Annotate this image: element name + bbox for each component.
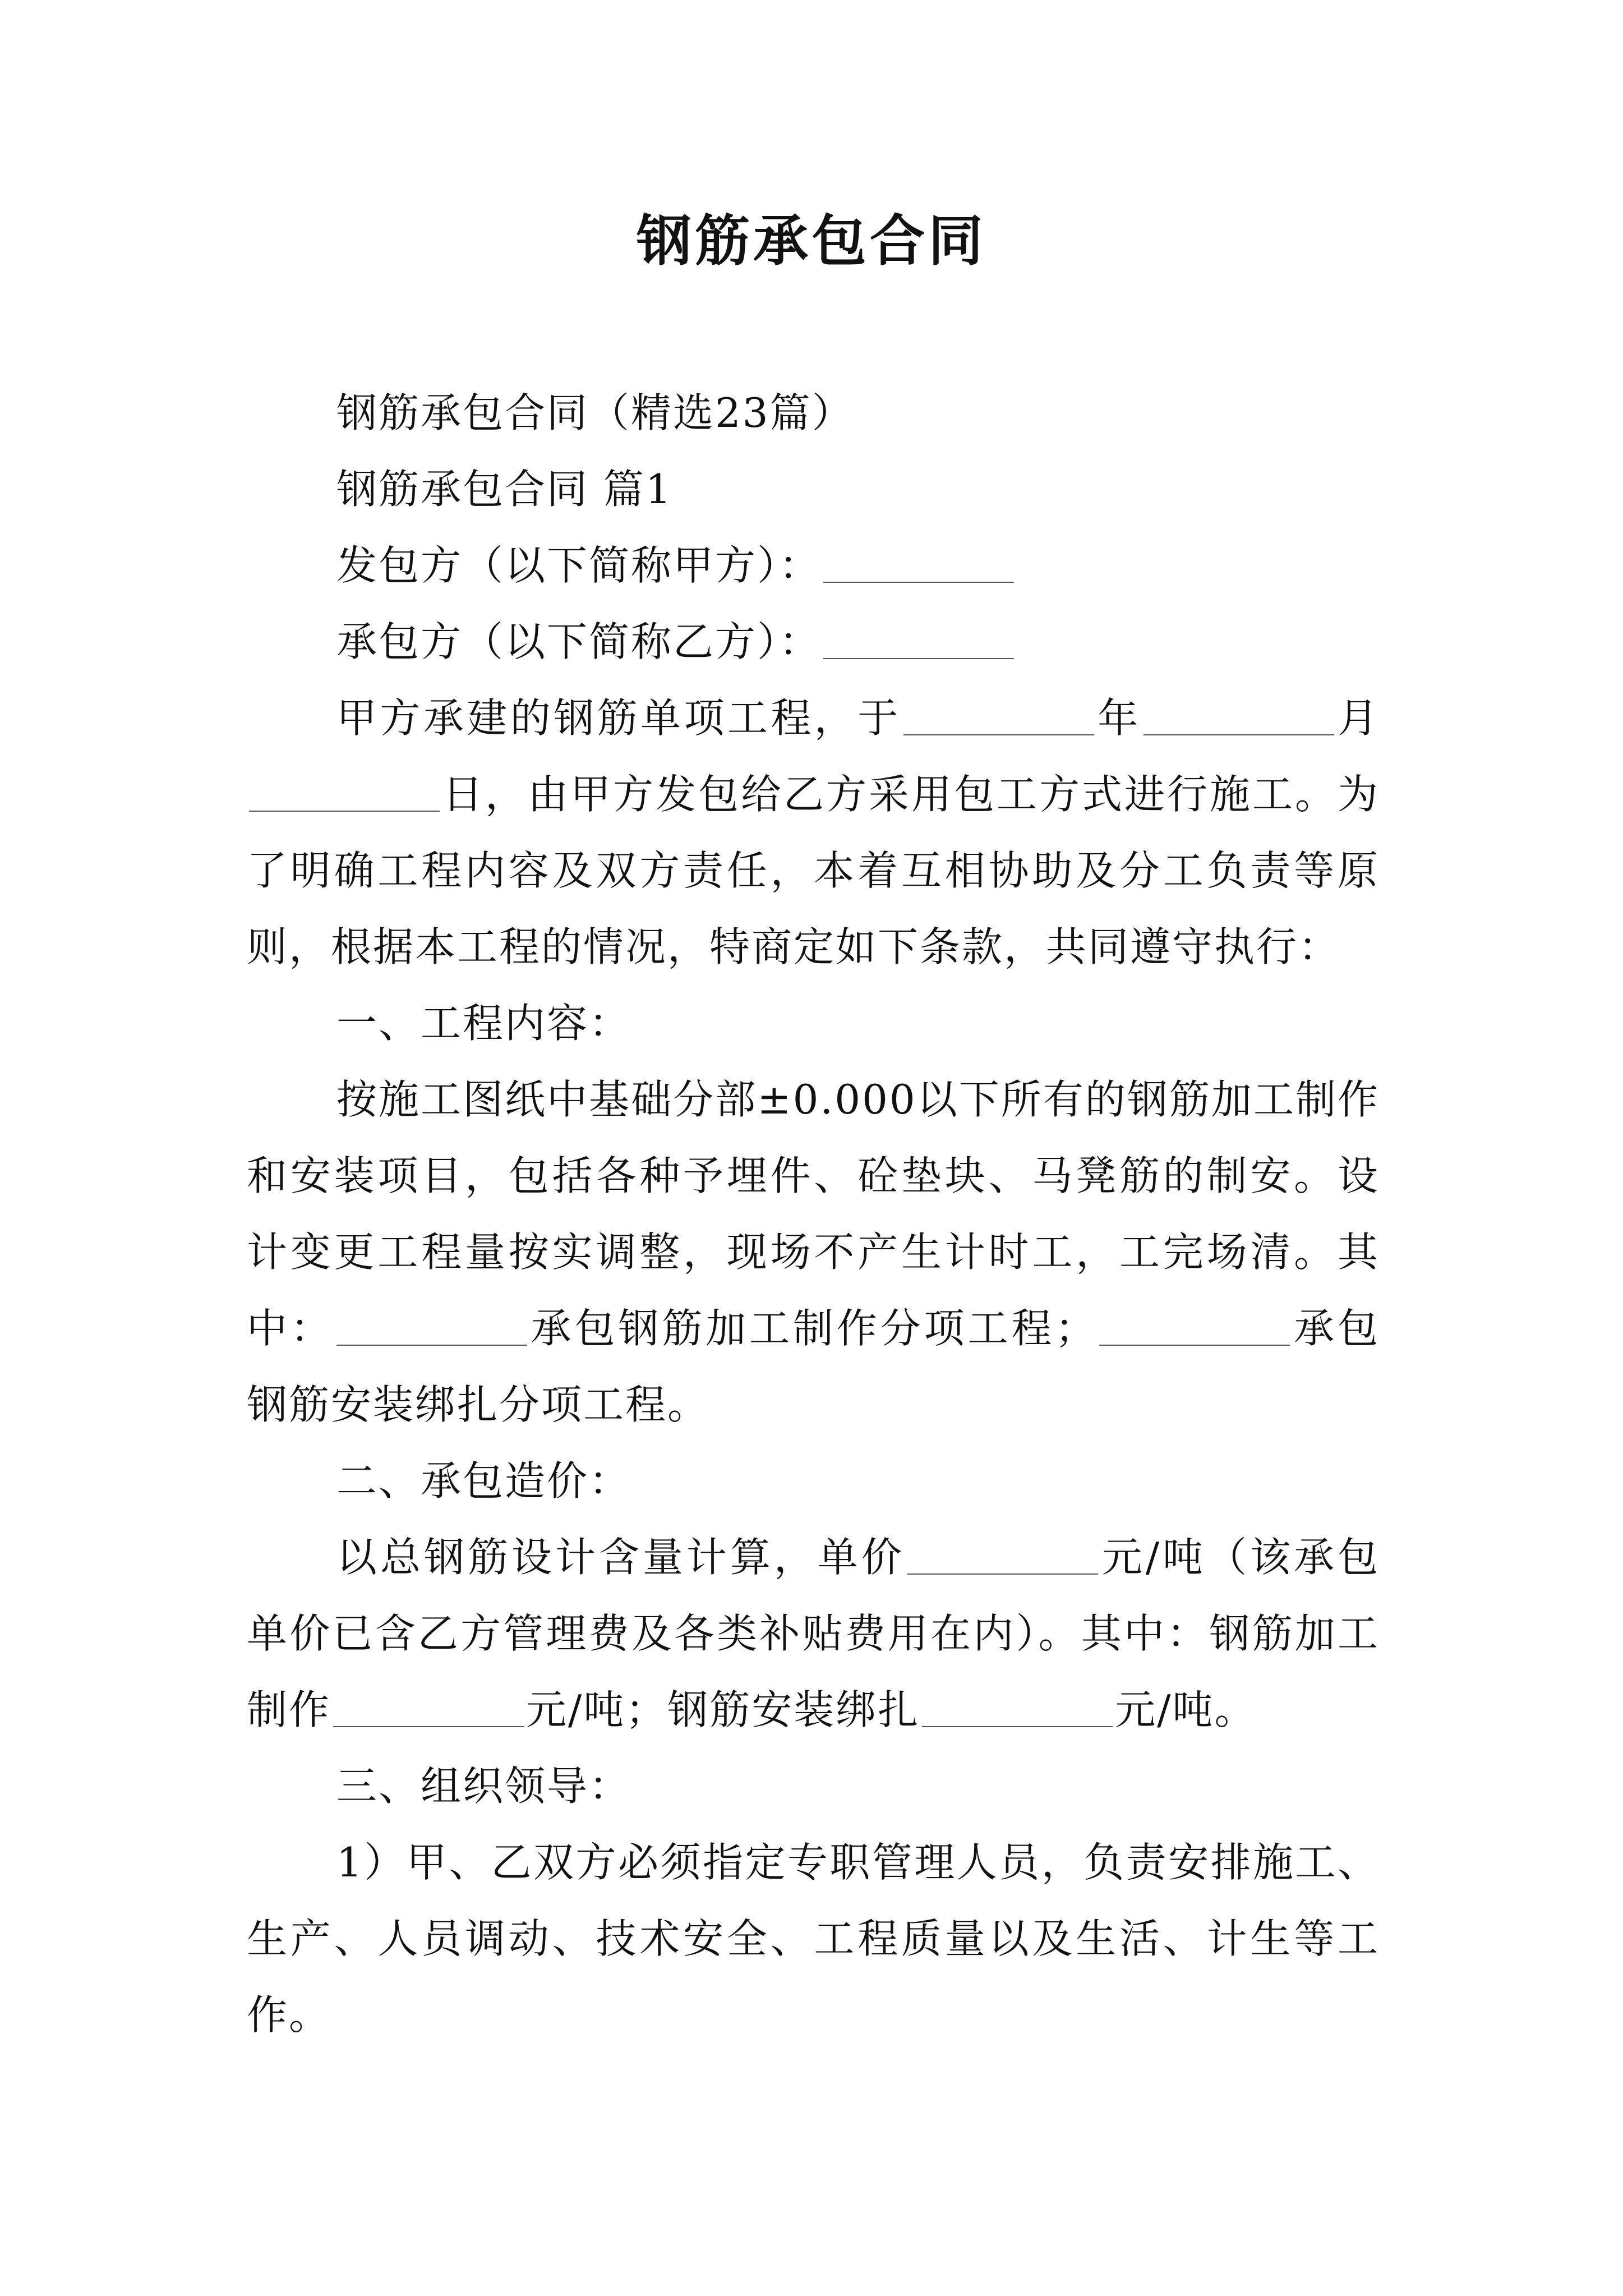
paragraph-text: 元/吨。 bbox=[1115, 1686, 1257, 1733]
fill-in-blank bbox=[1144, 694, 1334, 735]
paragraph-p11 bbox=[247, 1824, 1380, 2053]
paragraph-text: 三、组织领导： bbox=[336, 1763, 631, 1810]
document-body bbox=[247, 375, 1380, 2053]
paragraph-text: 元/吨（该承包单价已含乙方管理费及各类补贴费用在内）。其中：钢筋加工制作 bbox=[247, 1534, 1380, 1733]
paragraph-text: 1）甲、乙双方必须指定专职管理人员，负责安排施工、生产、人员调动、技术安全、工程质量以及生活、计生等工作。 bbox=[247, 1839, 1380, 2039]
fill-in-blank bbox=[903, 694, 1094, 735]
paragraph-text: 发包方（以下简称甲方）： bbox=[336, 542, 822, 589]
fill-in-blank bbox=[333, 1686, 524, 1727]
fill-in-blank bbox=[922, 1686, 1113, 1727]
paragraph-p4 bbox=[247, 604, 1380, 680]
paragraph-p1 bbox=[247, 375, 1380, 451]
fill-in-blank bbox=[249, 770, 440, 812]
fill-in-blank bbox=[823, 618, 1014, 659]
paragraph-p10 bbox=[247, 1748, 1380, 1824]
paragraph-text: 年 bbox=[1096, 694, 1141, 742]
paragraph-text: 二、承包造价： bbox=[336, 1457, 631, 1504]
paragraph-text: 钢筋承包合同（精选23篇） bbox=[336, 389, 854, 436]
paragraph-p3 bbox=[247, 527, 1380, 604]
paragraph-text: 一、工程内容： bbox=[336, 1000, 631, 1047]
paragraph-p8 bbox=[247, 1443, 1380, 1519]
document-title: 钢筋承包合同 bbox=[636, 209, 986, 273]
paragraph-text: 承包钢筋安装绑扎分项工程。 bbox=[247, 1305, 1380, 1428]
paragraph-text: 按施工图纸中基础分部±0.000以下所有的钢筋加工制作和安装项目，包括各种予埋件、砼垫块、马凳筋的制安。设计变更工程量按实调整，现场不产生计时工，工完场清。其中： bbox=[247, 1076, 1380, 1352]
paragraph-p6 bbox=[247, 985, 1380, 1061]
paragraph-text: 日，由甲方发包给乙方采用包工方式进行施工。为了明确工程内容及双方责任，本着互相协助及分工负责等原则，根据本工程的情况，特商定如下条款，共同遵守执行： bbox=[247, 771, 1380, 970]
paragraph-text: 承包钢筋加工制作分项工程； bbox=[529, 1305, 1098, 1352]
paragraph-text: 元/吨；钢筋安装绑扎 bbox=[526, 1686, 920, 1733]
fill-in-blank bbox=[907, 1533, 1098, 1575]
fill-in-blank bbox=[823, 541, 1014, 583]
paragraph-p7 bbox=[247, 1061, 1380, 1443]
paragraph-p9 bbox=[247, 1519, 1380, 1748]
paragraph-p5 bbox=[247, 680, 1380, 985]
paragraph-p2 bbox=[247, 451, 1380, 527]
fill-in-blank bbox=[1099, 1304, 1290, 1346]
paragraph-text: 月 bbox=[1336, 694, 1380, 742]
paragraph-text: 承包方（以下简称乙方）： bbox=[336, 618, 822, 665]
paragraph-text: 钢筋承包合同 篇1 bbox=[336, 466, 673, 513]
fill-in-blank bbox=[336, 1304, 527, 1346]
paragraph-text: 以总钢筋设计含量计算，单价 bbox=[336, 1534, 905, 1581]
paragraph-text: 甲方承建的钢筋单项工程，于 bbox=[336, 694, 901, 742]
